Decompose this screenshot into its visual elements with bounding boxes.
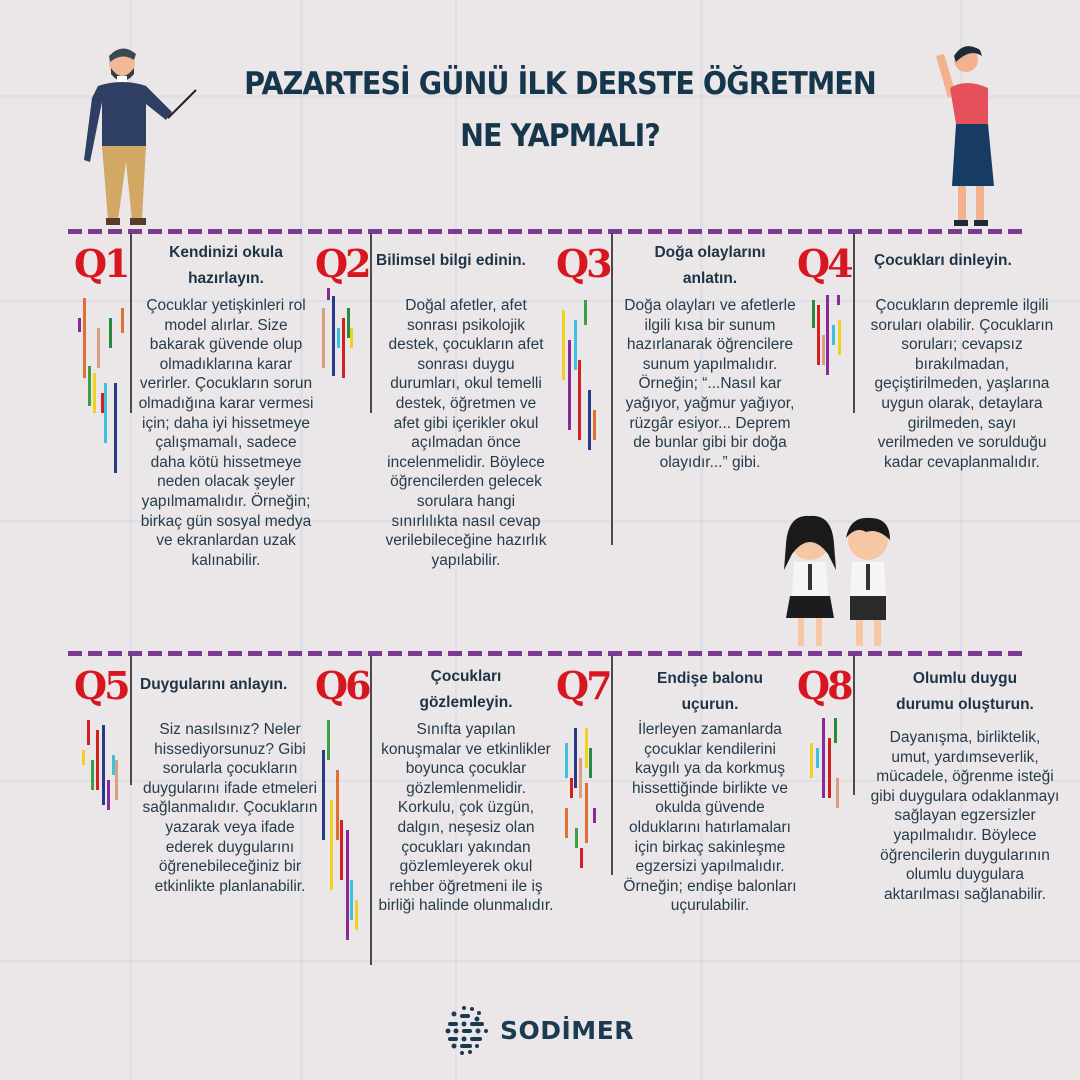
column-divider: [853, 655, 855, 795]
card-heading: Kendinizi okula hazırlayın.: [169, 244, 283, 287]
card-body: İlerleyen zamanlarda çocuklar kendilerini kaygılı ya da korkmuş hissettiğinde birlikte ve okulda güvende olduklarını hatırlamaları için birkaç sakinleşme egzersizi yapılmalıdır. Örneğin; endişe balonları uçurulabilir.: [623, 721, 797, 915]
q6-label: Q6: [315, 663, 369, 708]
card-body: Siz nasılsınız? Neler hissediyorsunuz? Gibi sorularla çocukların duygularını ifade etmeleri sağlanmalıdır. Çocukların yazarak veya ifade ederek duygularını öğrenebileceğiniz bir etkinlikte planlanabilir.: [142, 721, 318, 895]
card-heading: Çocukları gözlemleyin.: [419, 668, 513, 711]
card-body: Doğa olayları ve afetlerle ilgili kısa bir sunum hazırlanarak öğrencilere sunum yapılmalıdır. Örneğin; “...Nasıl kar yağıyor, yağmur yağıyor, rüzgâr esiyor... Deprem de bunlar gibi bir doğa olayıdır...” gibi.: [624, 297, 796, 471]
card-body: Çocuklar yetişkinleri rol model alırlar. Size bakarak güvende olup olmadıklarına karar verirler. Çocukların sorun olmadığına karar vermesi için; daha iyi hissetmeye çalışmamalı, sadece daha kötü hissetmeye neden olacak şeyler yapılmamalıdır. Örneğin; birkaç gün sosyal medya ve ekranlardan uzak kalınabilir.: [138, 297, 314, 569]
column-divider: [370, 655, 372, 965]
q5-label: Q5: [74, 663, 128, 708]
card-body: Sınıfta yapılan konuşmalar ve etkinlikler boyunca çocuklar gözlemlenmelidir. Korkulu, çok üzgün, dalgın, neşesiz olan çocukları yakından gözlemleyerek okul rehber öğretmeni ile iş birliği halinde olunmalıdır.: [378, 721, 554, 915]
tip-card-4: [862, 248, 1062, 472]
tip-card-6: [376, 664, 556, 916]
column-divider: [611, 655, 613, 875]
card-heading: Duygularını anlayın.: [140, 676, 288, 693]
dotted-globe-icon: [444, 1004, 492, 1056]
column-divider: [611, 233, 613, 545]
card-heading: Doğa olaylarını anlatın.: [654, 244, 766, 287]
card-heading: Çocukları dinleyin.: [874, 252, 1012, 269]
column-divider: [853, 233, 855, 413]
column-divider: [130, 233, 132, 413]
column-divider: [370, 233, 372, 413]
q7-label: Q7: [556, 663, 610, 708]
male-teacher-illustration: [80, 42, 200, 232]
q8-label: Q8: [797, 663, 851, 708]
card-body: Dayanışma, birliktelik, umut, yardımseverlik, mücadele, öğrenme isteği gibi duygulara odaklanmayı sağlayan egzersizler yapılmalıdır. Böylece öğrencilerin duygularının olumlu duygulara aktarılması sağlanabilir.: [870, 729, 1060, 903]
female-teacher-illustration: [930, 38, 1010, 232]
q4-label: Q4: [797, 241, 851, 286]
tip-card-3: [620, 240, 800, 472]
title-line-1: PAZARTESİ GÜNÜ İLK DERSTE ÖĞRETMEN: [244, 66, 876, 102]
card-heading: Endişe balonu uçurun.: [657, 670, 763, 713]
q2-label: Q2: [315, 241, 369, 286]
card-heading: Bilimsel bilgi edinin.: [376, 252, 526, 269]
q1-label: Q1: [74, 241, 128, 286]
tip-card-8: [870, 666, 1060, 904]
tip-card-1: [136, 240, 316, 570]
page-title: [210, 58, 909, 162]
tip-card-5: [140, 672, 320, 896]
column-divider: [130, 655, 132, 785]
card-body: Çocukların depremle ilgili soruları olabilir. Çocukların soruları; cevapsız bırakılmadan, geçiştirilmeden, yaşlarına uygun olarak, detaylara girilmeden, sayı verilmeden ve sorulduğu kadar cevaplanmalıdır.: [870, 297, 1054, 471]
card-heading: Olumlu duygu durumu oluşturun.: [896, 670, 1034, 713]
timeline-dash-line-bottom: [68, 651, 1026, 656]
title-line-2: NE YAPMALI?: [460, 118, 660, 154]
timeline-dash-line-top: [68, 229, 1026, 234]
q3-label: Q3: [556, 241, 610, 286]
logo-text: SODİMER: [500, 1015, 635, 1045]
card-body: Doğal afetler, afet sonrası psikolojik destek, çocukların afet sonrası duygu durumları, okul temelli destek, öğretmen ve afet gibi içerikler okul açılmadan önce incelenmelidir. Böylece öğrencilerden gelecek sorulara hangi sınırlılıkta nasıl cevap verilebileceğine hazırlık yapılabilir.: [385, 297, 547, 569]
students-illustration: [770, 510, 900, 655]
tip-card-7: [620, 666, 800, 916]
sodimer-logo: [444, 1004, 634, 1056]
tip-card-2: [376, 248, 556, 570]
